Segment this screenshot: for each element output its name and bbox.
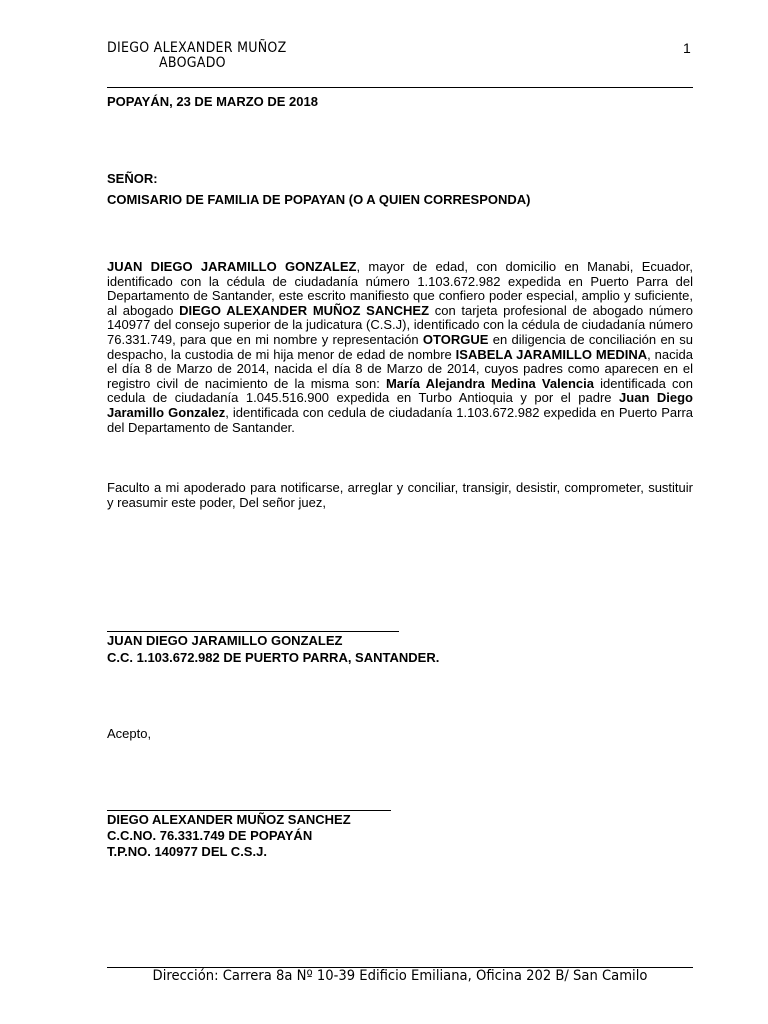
body-text: con tarjeta profesional de abogado número 140977 del consejo superior de la judicatura (C.S.J), identificado con la cédula de ciudadanía número 76.331.749, para que en mi nombre y representación <box>107 302 694 347</box>
body-text: , nacida el día 8 de Marzo de 2014, nacida el día 8 de Marzo de 2014, cuyos padres como aparecen en el registro civil de nacimiento de la misma son: <box>107 346 693 391</box>
attorney-name: DIEGO ALEXANDER MUÑOZ SANCHEZ <box>179 302 430 318</box>
signature-line-1 <box>107 631 399 632</box>
signatory-2-cc: C.C.NO. 76.331.749 DE POPAYÁN <box>107 828 313 843</box>
signatory-2-name: DIEGO ALEXANDER MUÑOZ SANCHEZ <box>107 812 351 827</box>
father-name: Juan Diego Jaramillo Gonzalez <box>107 390 693 420</box>
addressee: COMISARIO DE FAMILIA DE POPAYAN (O A QUIEN CORRESPONDA) <box>107 192 531 207</box>
letterhead-name: DIEGO ALEXANDER MUÑOZ <box>107 40 287 56</box>
body-text: en diligencia de conciliación en su despacho, la custodia de mi hija menor de edad de nombre <box>107 331 693 362</box>
signatory-2-tp: T.P.NO. 140977 DEL C.S.J. <box>107 844 267 859</box>
acceptance-text: Acepto, <box>107 726 152 741</box>
header-rule <box>107 87 693 88</box>
page-number: 1 <box>683 40 691 56</box>
body-paragraph-1 <box>107 260 693 435</box>
date-line: POPAYÁN, 23 DE MARZO DE 2018 <box>107 94 318 109</box>
body-text: , identificada con cedula de ciudadanía 1.103.672.982 expedida en Puerto Parra del Departamento de Santander. <box>107 404 693 435</box>
mother-name: María Alejandra Medina Valencia <box>385 375 594 391</box>
body-paragraph-2: Faculto a mi apoderado para notificarse, arreglar y conciliar, transigir, desistir, comprometer, sustituir y reasumir este poder, Del señor juez, <box>107 480 693 510</box>
letterhead-title: ABOGADO <box>159 55 226 71</box>
signature-line-2 <box>107 810 391 811</box>
signatory-1-id: C.C. 1.103.672.982 DE PUERTO PARRA, SANTANDER. <box>107 650 440 665</box>
body-text: , mayor de edad, con domicilio en Manabi, Ecuador, identificado con la cédula de ciudadanía número 1.103.672.982 expedida en Puerto Parra del Departamento de Santander, este escrito manifiesto que confiero poder especial, amplio y suficiente, al abogado <box>107 259 694 318</box>
footer-address: Dirección: Carrera 8a Nº 10-39 Edificio Emiliana, Oficina 202 B/ San Camilo <box>152 968 648 984</box>
signatory-1-name: JUAN DIEGO JARAMILLO GONZALEZ <box>107 633 343 648</box>
salutation: SEÑOR: <box>107 171 158 186</box>
otorgue-keyword: OTORGUE <box>422 331 489 347</box>
grantor-name: JUAN DIEGO JARAMILLO GONZALEZ <box>107 259 357 274</box>
body-text: identificada con cedula de ciudadanía 1.045.516.900 expedida en Turbo Antioquia y por el padre <box>107 375 693 406</box>
child-name: ISABELA JARAMILLO MEDINA <box>455 346 648 362</box>
